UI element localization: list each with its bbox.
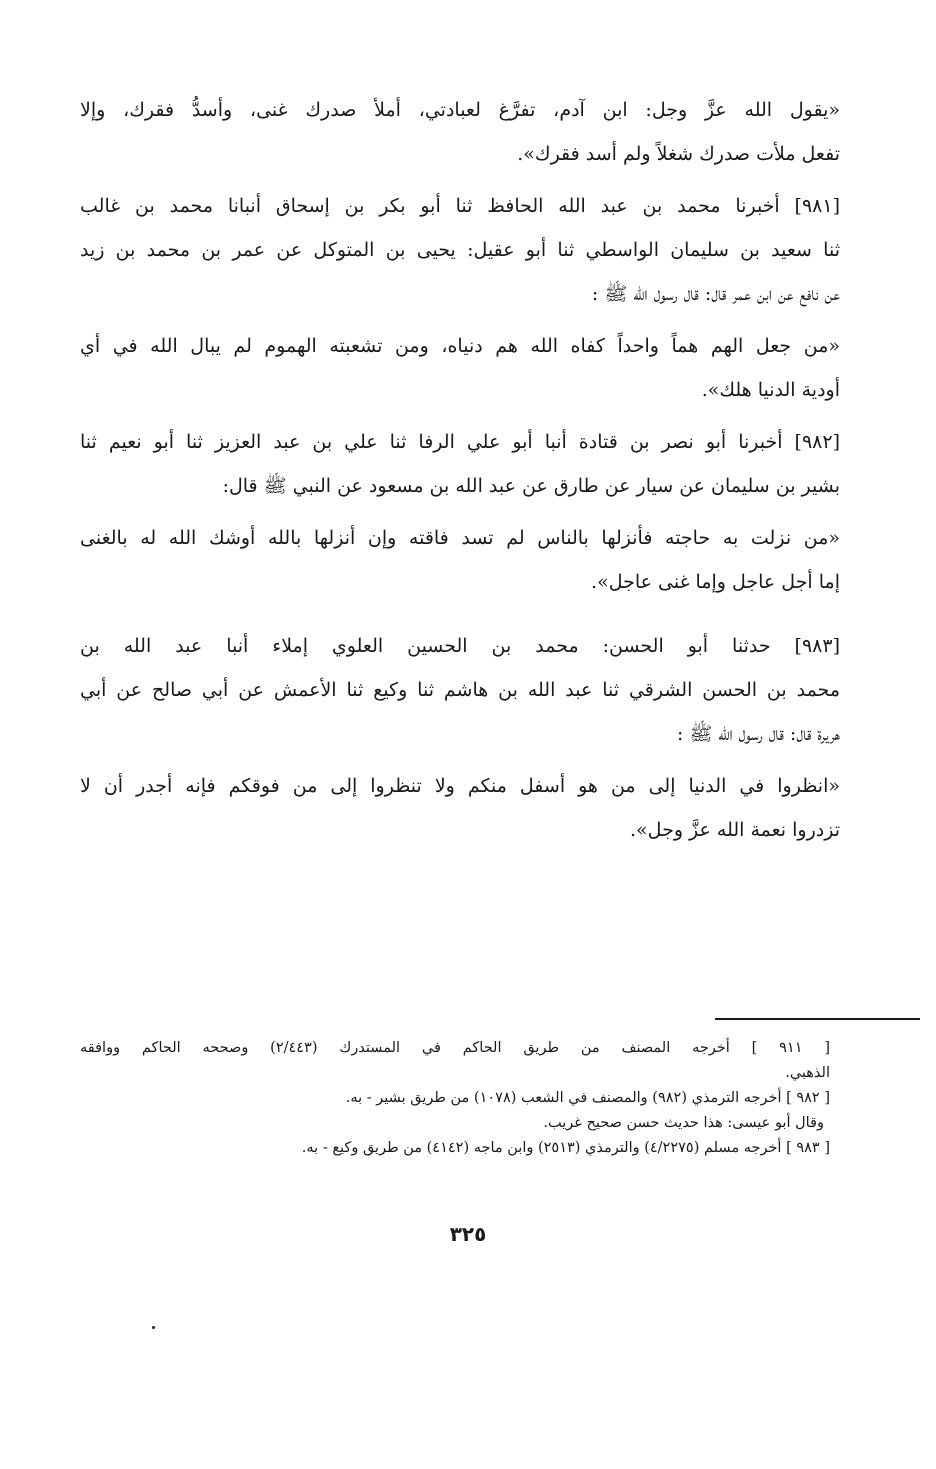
text-line: بشير بن سليمان عن سيار عن طارق عن عبد الله بن مسعود عن النبي ﷺ قال: [222,475,840,497]
page-body [80,88,840,852]
text-line: [٩٨٢] أخبرنا أبو نصر بن قتادة أنبا أبو علي الرفا ثنا علي بن عبد العزيز ثنا أبو نعيم ثنا [80,431,840,453]
scan-speck [152,1326,155,1329]
text-line: تزدروا نعمة الله عزَّ وجل». [630,819,840,841]
text-line: «من نزلت به حاجته فأنزلها بالناس لم تسد فاقته وإن أنزلها بالله أوشك الله له بالغنى [80,527,840,549]
hadith-text-paragraph [80,516,840,604]
footnote-line: وقال أبو عيسى: هذا حديث حسن صحيح غريب. [543,1115,824,1131]
text-line: محمد بن الحسن الشرقي ثنا عبد الله بن هاشم ثنا وكيع ثنا الأعمش عن أبي صالح عن أبي [80,679,840,701]
isnad-paragraph-983 [80,624,840,756]
text-line: «انظروا في الدنيا إلى من هو أسفل منكم ولا تنظروا إلى من فوقكم فإنه أجدر أن لا [80,775,840,797]
footnotes [80,1036,830,1161]
text-line: «يقول الله عزَّ وجل: ابن آدم، تفرَّغ لعبادتي، أملأ صدرك غنى، وأسدُّ فقرك، وإلا [80,99,840,121]
text-line: أودية الدنيا هلك». [701,379,840,401]
text-line: ثنا سعيد بن سليمان الواسطي ثنا أبو عقيل: يحيى بن المتوكل عن عمر بن محمد بن زيد [80,239,840,261]
footnote-line: [ ٩٨٢ ] أخرجه الترمذي (٩٨٢) والمصنف في الشعب (١٠٧٨) من طريق بشير - به. [345,1090,830,1106]
footnote-line: [ ٩٨٣ ] أخرجه مسلم (٤/٢٢٧٥) والترمذي (٢٥١٣) وابن ماجه (٤١٤٢) من طريق وكيع - به. [301,1140,830,1156]
text-line: «من جعل الهم هماً واحداً كفاه الله هم دنياه، ومن تشعبته الهموم لم يبال الله في أي [80,335,840,357]
text-line: [٩٨١] أخبرنا محمد بن عبد الله الحافظ ثنا أبو بكر بن إسحاق أنبانا محمد بن غالب [80,195,840,217]
text-line: عن نافع عن ابن عمر قال: قال رسول الله ﷺ : [591,283,840,305]
text-line: هريرة قال: قال رسول الله ﷺ : [677,723,840,745]
text-line: [٩٨٣] حدثنا أبو الحسن: محمد بن الحسين العلوي إملاء أنبا عبد الله بن [80,635,840,657]
isnad-paragraph-981 [80,184,840,316]
footnote-line: [ ٩١١ ] أخرجه المصنف من طريق الحاكم في المستدرك (٢/٤٤٣) وصححه الحاكم ووافقه [80,1040,830,1056]
page-number: ٣٢٥ [449,1222,487,1246]
footnote-divider [715,1018,920,1020]
text-line: تفعل ملأت صدرك شغلاً ولم أسد فقرك». [517,143,840,165]
isnad-paragraph-982 [80,420,840,508]
hadith-text-paragraph [80,88,840,176]
text-line: إما أجل عاجل وإما غنى عاجل». [591,571,840,593]
footnote-line: الذهبي. [785,1065,830,1081]
hadith-text-paragraph [80,324,840,412]
hadith-text-paragraph [80,764,840,852]
